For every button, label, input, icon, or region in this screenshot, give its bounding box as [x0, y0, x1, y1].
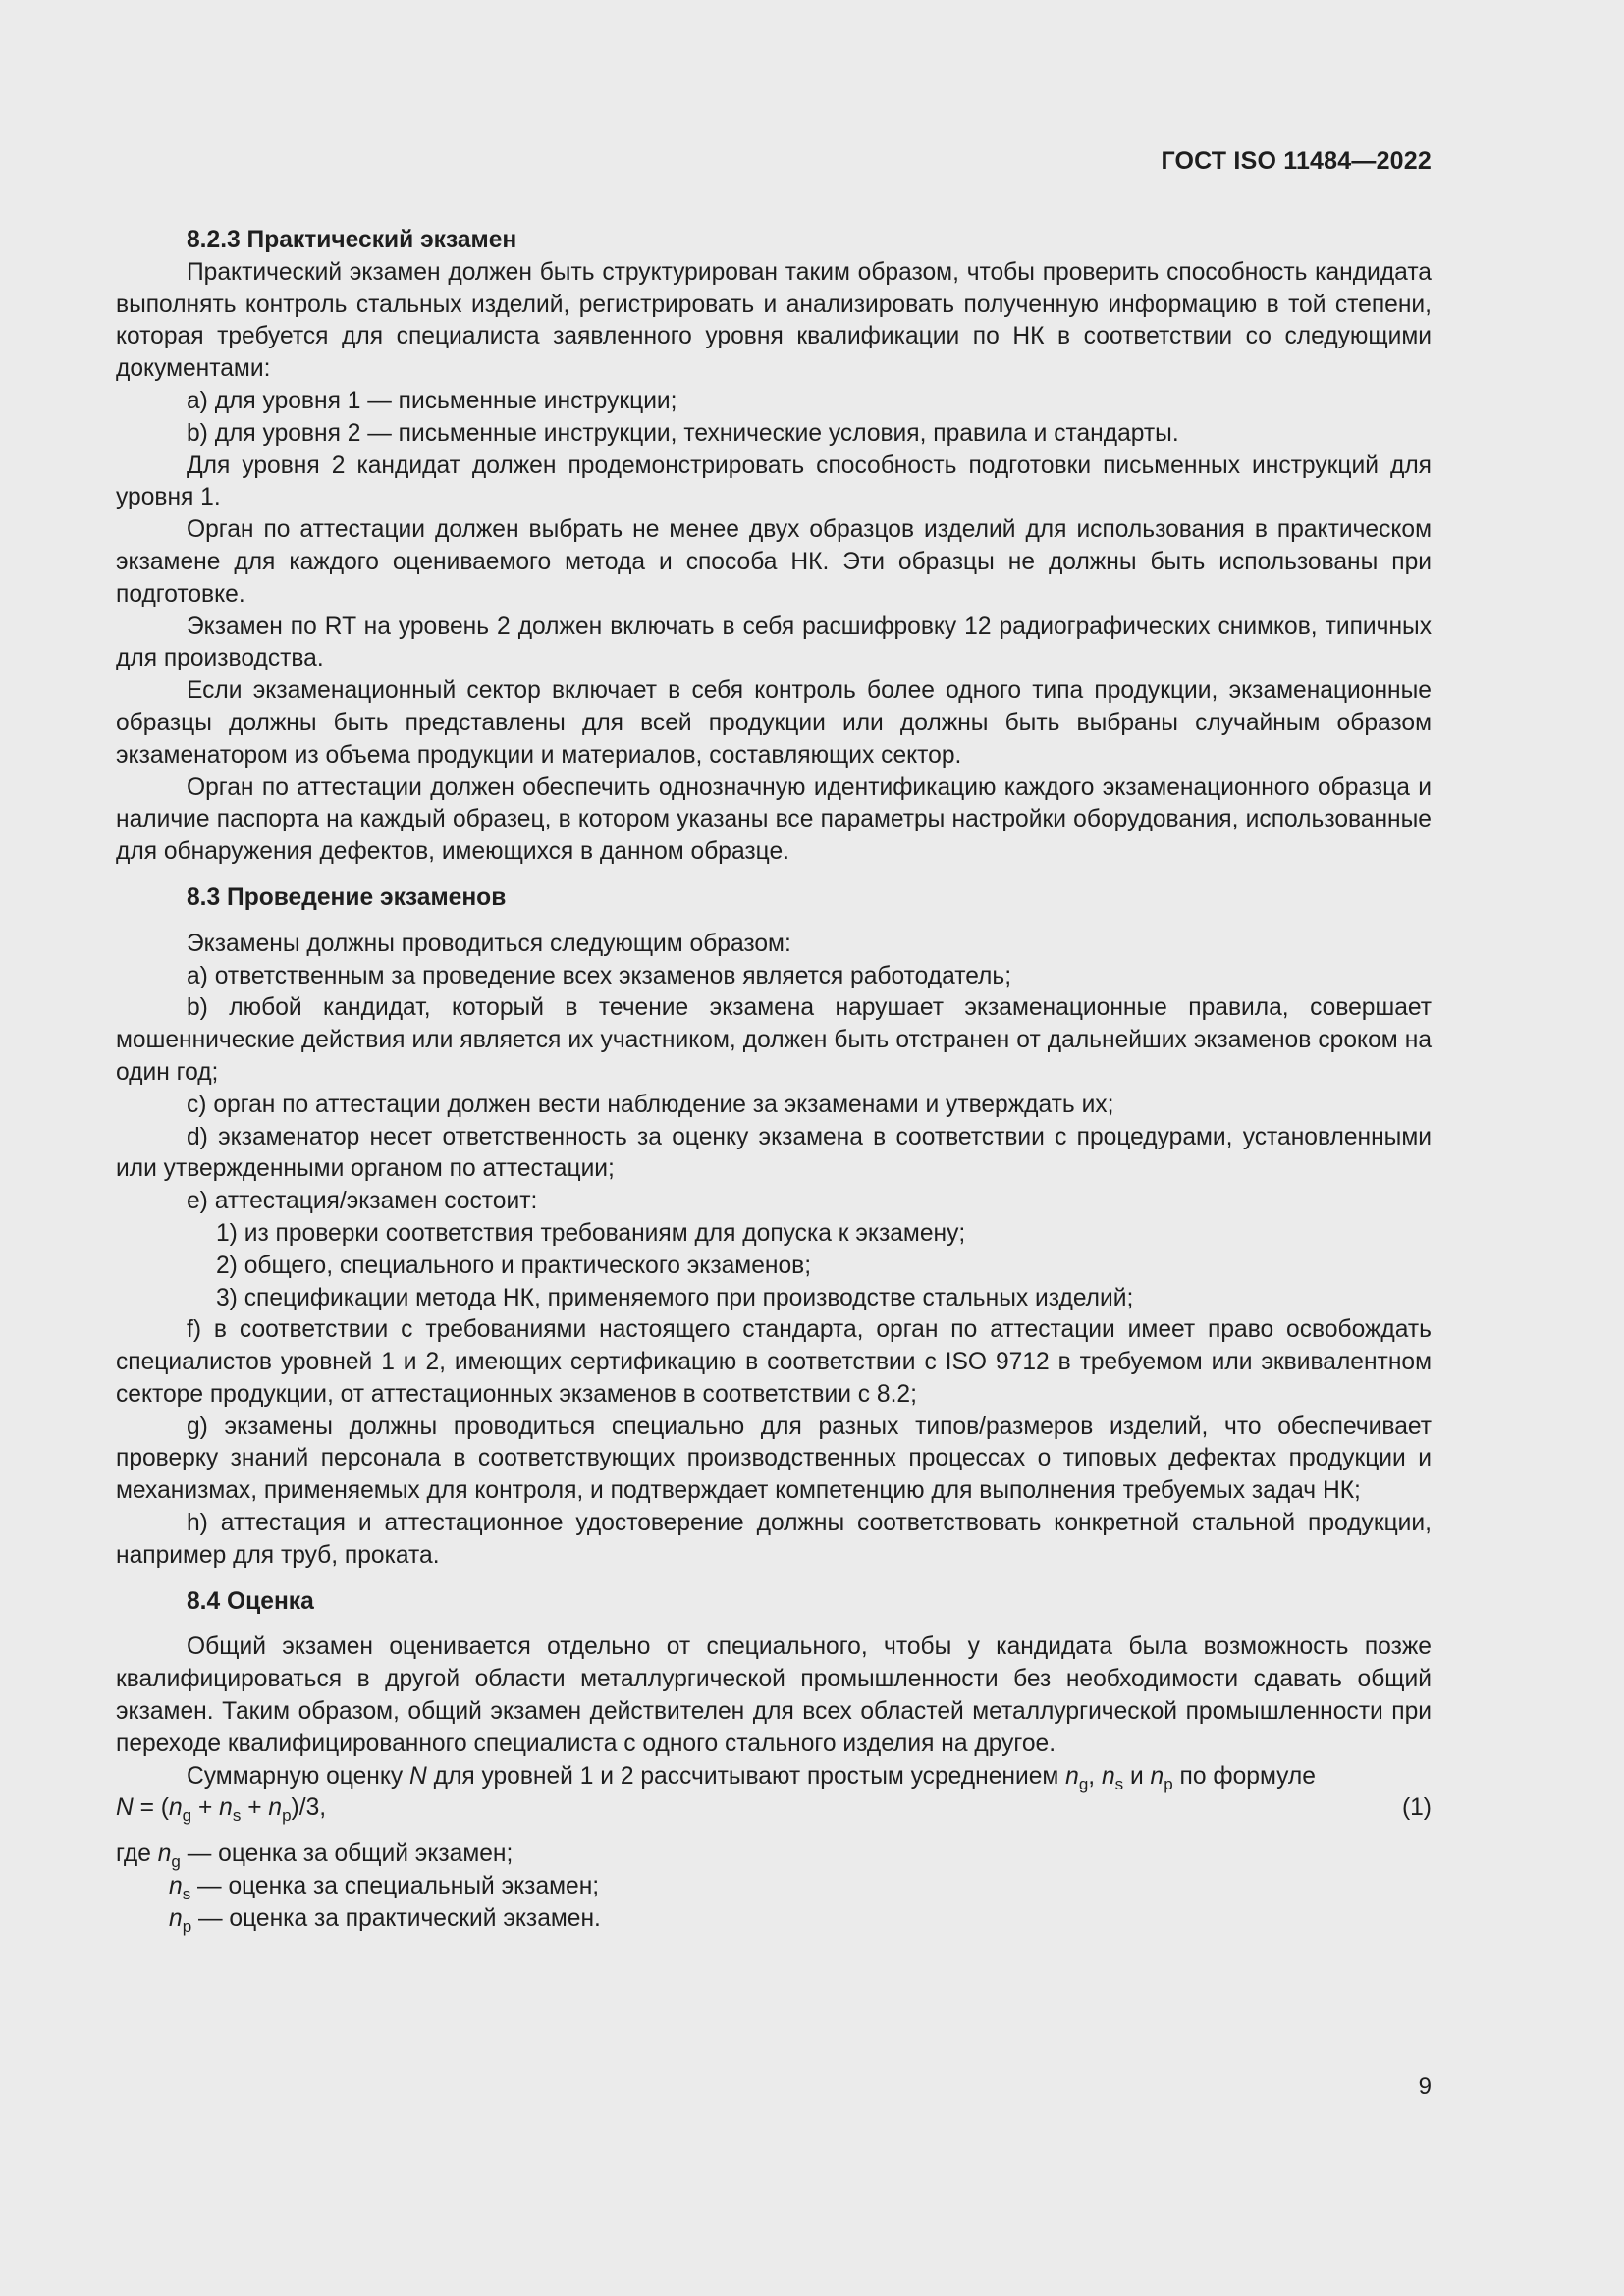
formula — [116, 1792, 1432, 1825]
paragraph: Орган по аттестации должен обеспечить однозначную идентификацию каждого экзаменационного образца и наличие паспорта на каждый образец, в котором указаны все параметры настройки оборудования, использованные для обнаружения дефектов, имеющихся в данном образце. — [116, 774, 1432, 866]
list-item-h: h) аттестация и аттестационное удостоверение должны соответствовать конкретной стальной продукции, например для труб, проката. — [116, 1510, 1432, 1569]
where-description: — оценка за практический экзамен. — [191, 1904, 601, 1932]
formula-part: + — [241, 1794, 269, 1822]
paragraph: Орган по аттестации должен выбрать не менее двух образцов изделий для использования в практическом экзамене для каждого оцениваемого метода и способа НК. Эти образцы не должны быть использованы при подготовке. — [116, 516, 1432, 608]
list-item-d: d) экзаменатор несет ответственность за оценку экзамена в соответствии с процедурами, установленными или утвержденными органом по аттестации; — [116, 1123, 1432, 1183]
paragraph: Если экзаменационный сектор включает в себя контроль более одного типа продукции, экзаменационные образцы должны быть представлены для всей продукции или должны быть выбраны случайным образом экзаменатором из объема продукции и материалов, составляющих сектор. — [116, 677, 1432, 769]
variable-n: n — [168, 1794, 183, 1822]
subscript-s: s — [232, 1806, 242, 1826]
where-line-p — [116, 1903, 1432, 1936]
variable-n: n — [169, 1904, 183, 1932]
formula-intro-paragraph — [116, 1761, 1432, 1793]
subscript-p: p — [282, 1806, 292, 1826]
variable-n: n — [268, 1794, 283, 1822]
variable-N: N — [116, 1794, 134, 1822]
subscript-g: g — [182, 1806, 192, 1826]
formula-part: )/3, — [291, 1794, 327, 1822]
text-fragment: по формуле — [1172, 1762, 1316, 1789]
where-line-g — [116, 1839, 1432, 1871]
list-item-a: a) для уровня 1 — письменные инструкции; — [187, 387, 677, 414]
sublist-item-1: 1) из проверки соответствия требованиям для допуска к экзамену; — [216, 1219, 966, 1247]
section-heading-8-2-3: 8.2.3 Практический экзамен — [187, 227, 517, 253]
section-heading-8-3: 8.3 Проведение экзаменов — [187, 883, 507, 911]
text-fragment: Суммарную оценку — [187, 1762, 410, 1789]
variable-n: n — [169, 1873, 183, 1900]
list-item-e: e) аттестация/экзамен состоит: — [187, 1188, 538, 1215]
where-line-s — [116, 1871, 1432, 1903]
list-item-b: b) для уровня 2 — письменные инструкции, технические условия, правила и стандарты. — [187, 419, 1179, 447]
subscript-g: g — [171, 1852, 181, 1872]
formula-number: (1) — [1401, 1794, 1432, 1822]
list-item-b: b) любой кандидат, который в течение экзамена нарушает экзаменационные правила, совершает мошеннические действия или является их участником, должен быть отстранен от дальнейших экзаменов сроком на один год; — [116, 994, 1432, 1086]
variable-n: n — [1150, 1762, 1164, 1789]
paragraph: Для уровня 2 кандидат должен продемонстрировать способность подготовки письменных инструкций для уровня 1. — [116, 452, 1432, 511]
subscript-p: p — [182, 1916, 192, 1936]
list-item-g: g) экзамены должны проводиться специально для разных типов/размеров изделий, что обеспечивает проверку знаний персонала в соответствующих производственных процессах о типовых дефектах продукции и механизмах, применяемых для контроля, и подтверждает компетенцию для выполнения требуемых задач НК; — [116, 1413, 1432, 1505]
variable-n: n — [157, 1841, 172, 1868]
paragraph: Практический экзамен должен быть структурирован таким образом, чтобы проверить способность кандидата выполнять контроль стальных изделий, регистрировать и анализировать полученную информацию в той степени, которая требуется для специалиста заявленного уровня квалификации по НК в соответствии со следующими документами: — [116, 258, 1432, 383]
list-item-c: c) орган по аттестации должен вести наблюдение за экзаменами и утверждать их; — [187, 1091, 1114, 1118]
paragraph: Экзамен по RT на уровень 2 должен включать в себя расшифровку 12 радиографических снимков, типичных для производства. — [116, 613, 1432, 672]
variable-n: n — [1065, 1762, 1079, 1789]
where-description: — оценка за общий экзамен; — [180, 1841, 514, 1868]
separator: , — [1088, 1762, 1102, 1789]
page-number: 9 — [1418, 2073, 1432, 2100]
subscript-s: s — [1114, 1774, 1124, 1793]
document-body — [116, 225, 1432, 1936]
separator: и — [1123, 1762, 1151, 1789]
paragraph: Общий экзамен оценивается отдельно от специального, чтобы у кандидата была возможность позже квалифицироваться в другой области металлургической промышленности без необходимости сдавать общий экзамен. Таким образом, общий экзамен действителен для всех областей металлургической промышленности при переходе квалифицированного специалиста с одного стального изделия на другое. — [116, 1633, 1432, 1757]
section-heading-8-4: 8.4 Оценка — [187, 1587, 314, 1615]
where-word: где — [116, 1841, 158, 1868]
list-item-f: f) в соответствии с требованиями настоящего стандарта, орган по аттестации имеет право освобождать специалистов уровней 1 и 2, имеющих сертификацию в соответствии с ISO 9712 в требуемом или эквивалентном секторе продукции, от аттестационных экзаменов в соответствии с 8.2; — [116, 1316, 1432, 1408]
subscript-g: g — [1078, 1774, 1089, 1793]
sublist-item-2: 2) общего, специального и практического экзаменов; — [216, 1252, 812, 1279]
text-fragment: для уровней 1 и 2 рассчитывают простым усреднением — [426, 1762, 1066, 1789]
subscript-s: s — [182, 1885, 191, 1904]
document-page — [116, 0, 1432, 2296]
where-description: — оценка за специальный экзамен; — [190, 1873, 600, 1900]
subscript-p: p — [1164, 1774, 1173, 1793]
variable-n: n — [219, 1794, 233, 1822]
variable-N: N — [409, 1762, 427, 1789]
sublist-item-3: 3) спецификации метода НК, применяемого при производстве стальных изделий; — [216, 1284, 1134, 1311]
formula-part: + — [191, 1794, 220, 1822]
formula-part: = ( — [133, 1794, 169, 1822]
variable-n: n — [1101, 1762, 1115, 1789]
list-item-a: a) ответственным за проведение всех экзаменов является работодатель; — [187, 962, 1012, 989]
paragraph: Экзамены должны проводиться следующим образом: — [187, 930, 791, 957]
document-header: ГОСТ ISO 11484—2022 — [1161, 147, 1432, 175]
